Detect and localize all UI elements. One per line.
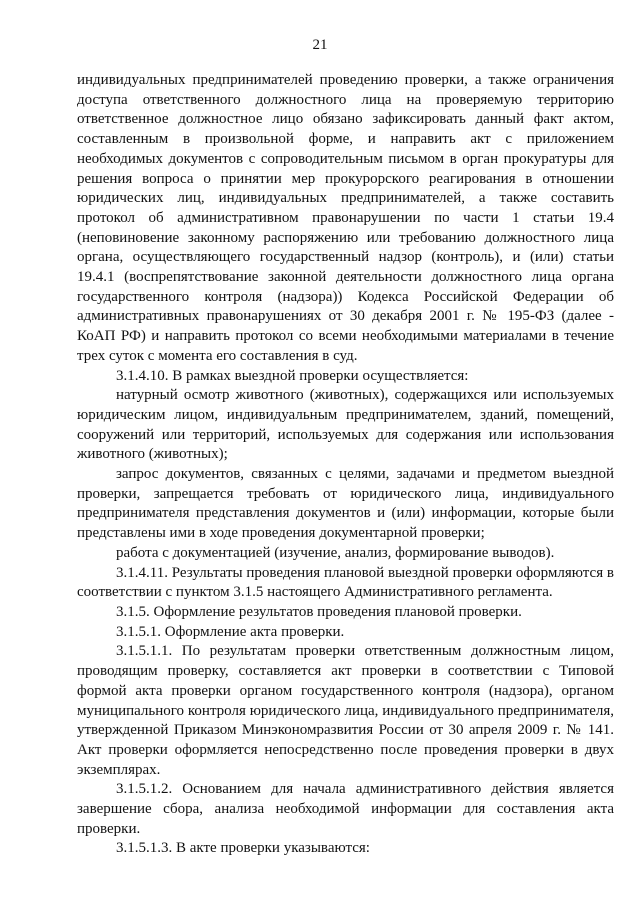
paragraph-request-item: запрос документов, связанных с целями, задачами и предметом выездной проверки, запрещается требовать от юридического лица, индивидуального предпринимателя представления документов и (или) информации, которые были представлены ими в ходе проведения документарной проверки;: [77, 466, 614, 542]
paragraph-inspection-item: натурный осмотр животного (животных), содержащихся или используемых юридическим лицом, индивидуальным предпринимателем, зданий, помещений, сооружений или территорий, используемых для содержания или использования животного (животных);: [77, 387, 614, 463]
paragraph-3-1-4-10: 3.1.4.10. В рамках выездной проверки осуществляется:: [116, 367, 469, 384]
paragraph-3-1-4-11: 3.1.4.11. Результаты проведения плановой выездной проверки оформляются в соответствии с пунктом 3.1.5 настоящего Административного регламента.: [77, 564, 614, 601]
paragraph-3-1-5-1-3: 3.1.5.1.3. В акте проверки указываются:: [116, 840, 370, 857]
page-number: 21: [312, 37, 328, 53]
paragraph-documents-item: работа с документацией (изучение, анализ, формирование выводов).: [116, 544, 555, 561]
paragraph-3-1-5-1-1: 3.1.5.1.1. По результатам проверки ответственным должностным лицом, проводящим проверку, составляется акт проверки в соответствии с Типовой формой акта проверки органом государственного контроля (надзора), органом муниципального контроля юридического лица, индивидуального предпринимателя, утвержденной Приказом Минэкономразвития России от 30 апреля 2009 г. № 141. Акт проверки оформляется непосредственно после проведения проверки в двух экземплярах.: [77, 643, 614, 778]
paragraph-continuation: индивидуальных предпринимателей проведению проверки, а также ограничения доступа ответственного должностного лица на проверяемую территорию ответственное должностное лицо обязано зафиксировать данный факт актом, составленным в произвольной форме, и направить акт с приложением необходимых документов с сопроводительным письмом в орган прокуратуры для решения вопроса о принятии мер прокурорского реагирования в отношении юридических лиц, индивидуальных предпринимателей, а также составить протокол об административном правонарушении по части 1 статьи 19.4 (неповиновение законному распоряжению или требованию должностного лица органа, осуществляющего государственный надзор (контроль), и (или) статьи 19.4.1 (воспрепятствование законной деятельности должностного лица органа государственного контроля (надзора)) Кодекса Российской Федерации об административных правонарушениях от 30 декабря 2001 г. № 195-ФЗ (далее - КоАП РФ) и направить протокол со всеми необходимыми материалами в течение трех суток с момента его составления в суд.: [77, 72, 614, 364]
paragraph-3-1-5-1-2: 3.1.5.1.2. Основанием для начала административного действия является завершение сбора, анализа необходимой информации для составления акта проверки.: [77, 781, 614, 837]
document-body: [77, 71, 614, 859]
paragraph-3-1-5-1: 3.1.5.1. Оформление акта проверки.: [116, 623, 345, 640]
paragraph-3-1-5: 3.1.5. Оформление результатов проведения плановой проверки.: [116, 603, 522, 620]
